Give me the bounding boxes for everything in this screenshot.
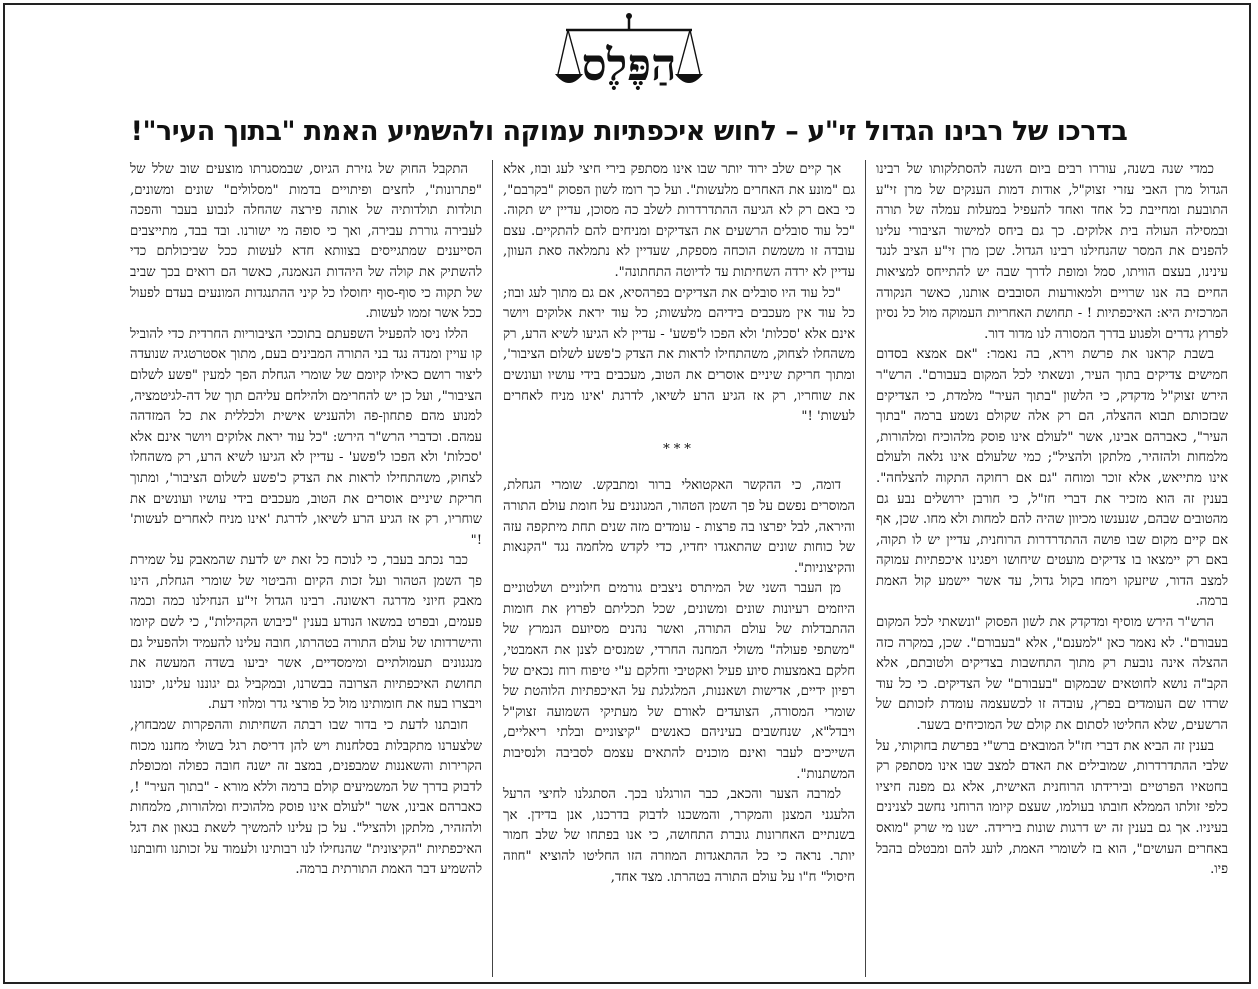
paragraph: הללו ניסו להפעיל השפעתם בתוככי הציבוריות החרדית כדי להוביל קו עויין ומנדה נגד בני התורה המבינים בעם, מתוך אסטרטגיה שנועדה ליצור רושם כאילו קיומם של שומרי הגחלת הפך למעין "פשע לשלום הציבור", ועל כן יש להחרימם ולהילחם עליהם תוך של דה-לגיטמציה, למנוע מהם פתחון-פה ולהעניש אישית ולכללית את כל המזדהה עמהם. וכדברי הרש"ר הירש: "כל עוד יראת אלוקים ויושר אינם אלא 'סכלות' ולא הפכו ל'פשע' - עדיין לא הגיעו לשיא הרע, רק משהחלו לצחוק, משהתחילו לראות את הצדק כ'פשע לשלום הציבור', ומתוך חריקת שיניים אוסרים את הטוב, מעכבים בידי עושיו ועונשים את שוחריו, רק אז הגיע הרע לשיאו, לדרגת 'אינו מניח לאחרים לעשות' !" — [130, 326, 482, 548]
column-2 — [493, 160, 865, 977]
paragraph: כבר נכתב בעבר, כי לנוכח כל זאת יש לדעת שהמאבק על שמירת פך השמן הטהור ועל זכות הקיום והביטוי של שומרי הגחלת, הינו מאבק חיוני מדרגה ראשונה. רבינו הגדול זי"ע הנחילנו כמה וכמה פעמים, ובפרט במשאו הנודע בענין "כיבוש הקהילות", כי לשם קיומו והישרדותו של עולם התורה בטהרתו, חובה עלינו להעמיד ולהפעיל גם מנגנונים תעמולתיים ומימסדיים, אשר יביעו בשדה המעשה את תחושת האיכפתיות הצרובה בבשרנו, ובמקביל גם יגוננו עלינו, יכוננו ויבצרו בעוז את חומותינו מול כל פורצי גדר ומלוזי דעת. — [130, 553, 482, 713]
scales-icon — [554, 8, 704, 103]
article-columns — [20, 160, 1238, 977]
paragraph: הרש"ר הירש מוסיף ומדקדק את לשון הפסוק "ונשאתי לכל המקום בעבורם". לא נאמר כאן "למענם", אלא "בעבורם". שכן, במקרה כזה ההצלה אינה נובעת רק מתוך התחשבות בצדיקים ולטובתם, אלא הקב"ה נושא לחוטאים שבמקום "בעבורם" של הצדיקים. כי כל עוד שרדו שם העומדים בפרץ, עובדה זו לכשעצמה עומדת לזכותם של הרשעים, שלא החליטו לסתום את קולם של המוכיחים בשער. — [876, 615, 1228, 734]
paragraph: למרבה הצער והכאב, כבר הורגלנו בכך. הסתגלנו לחיצי הרעל הלעגני המצנן והמקרר, והמשכנו לדבוק בדרכנו, אנן בדידן. אך בשנתיים האחרונות גוברת התחושה, כי אנו בפתחו של שלב חמור יותר. נראה כי כל ההתאגדות המוזרה הזו החליטו להוציא "חוזה חיסול" ח"ו על עולם התורה בטהרתו. מצד אחד, — [503, 787, 855, 885]
paragraph: כמדי שנה בשנה, עוררו רבים ביום השנה להסתלקותו של רבינו הגדול מרן האבי עזרי זצוק"ל, אודות דמות הענקים של מרן זי"ע התובעת ומחייבת כל אחד ואחד להעפיל במעלות עמלה של תורה ובמסילה העולה בית אלוקים. כך גם ביחס למישור הציבורי עלינו להפנים את המסר שהנחילנו רבינו הגדול. שכן מרן זי"ע הציב לנגד עינינו, בעצם הוויתו, סמל ומופת לדרך שבה יש להתייחס למציאות החיים בה אנו שרויים ולמאורעות הסובבים אותנו, כאשר הנקודה המרכזית היא: האיכפתיות ! - תחושת האחריות העמוקה מול כל נסיון לפרוץ גדרים ולפגוע בדרך המסורה לנו מדור דור. — [876, 162, 1228, 342]
column-1 — [866, 160, 1238, 977]
paragraph: חובתנו לדעת כי בדור שבו רבתה השחיתות וההפקרות שמבחוץ, שלצערנו מתקבלות בסלחנות ויש להן דריסת רגל בשולי מחננו מכוח הקרירות והשאננות שמבפנים, במצב זה ישנה חובה כפולה ומכופלת לדבוק בדרך של המשמיעים קולם ברמה וללא מורא - "בתוך העיר" !, כאברהם אבינו, אשר "לעולם אינו פוסק מלהוכיח ומלהורות, מלמחות ולהזהיר, מלתקן ולהציל". על כן עלינו להמשיך לשאת בגאון את דגל האיכפתיות "הקיצונית" שהנחילו לנו רבותינו ולעמוד על זכותנו וחובתנו להשמיע דבר האמת התורתית ברמה. — [130, 718, 482, 878]
paragraph: התקבל החוק של גזירת הגיוס, שבמסגרתו מוצעים שוב שלל של "פתרונות", לחצים ופיתויים בדמות "מסלולים" שונים ומשונים, תולדות תולדותיה של אותה פירצה שהחלה לנבוע בעבר והפכה לעבירה גוררת עבירה, ואך כי סופה מי ישורנו. ובד בבד, מתייצבים הסייענים שמתגייסים בצוותא חדא לעשות ככל שביכולתם כדי להשתיק את קולה של היהדות הנאמנה, כאשר הם רואים בכך שביב של תקוה כי סוף-סוף יחוסלו כל קיני ההתנגדות המונעים בעדם לפעול ככל אשר זממו לעשות. — [130, 162, 482, 322]
column-3 — [120, 160, 492, 977]
paragraph: מן העבר השני של המיתרס ניצבים גורמים חילוניים ושלטוניים היוזמים רעיונות שונים ומשונים, שכל תכליתם לפרוץ את חומות ההתבדלות של עולם התורה, ואשר נהנים מסיועם הנמרץ של "משתפי פעולה" משולי המחנה החרדי, שמנסים לצנן את האמבטי, חלקם באמצעות סיוע פעיל ואקטיבי וחלקם ע"י טיפוח רוח נכאים של רפיון ידיים, אדישות ושאננות, המלגלגת על האיכפתיות הלוהטת של שומרי המסורה, הצועדים לאורם של מעתיקי השמועה זצוק"ל ויבדל"א, שנחשבים בעיניהם כאנשים "קיצוניים ובלתי ריאליים, השייכים לעבר ואינם מוכנים להתאים עצמם לסביבה ולנסיבות המשתנות". — [503, 581, 855, 782]
headline: בדרכו של רבינו הגדול זי"ע – לחוש איכפתיות עמוקה ולהשמיע האמת "בתוך העיר"! — [130, 116, 1128, 147]
masthead — [0, 8, 1258, 108]
section-separator: *** — [663, 441, 695, 457]
column-divider — [865, 160, 866, 977]
masthead-title: הַפֶּלֶס — [581, 40, 677, 91]
paragraph: "כל עוד היו סובלים את הצדיקים בפרהסיא, אם גם מתוך לעג ובוז; כל עוד אין מעכבים בידיהם מלעשות; כל עוד יראת אלוקים ויושר אינם אלא 'סכלות' ולא הפכו ל'פשע' - עדיין לא הגיעו לשיא הרע, רק משהחלו לצחוק, משהתחילו לראות את הצדק כ'פשע לשלום הציבור', ומתוך חריקת שיניים אוסרים את הטוב, מעכבים בידי עושיו ועונשים את שוחריו, רק אז הגיע הרע לשיאו, לדרגת 'אינו מניח לאחרים לעשות' !" — [503, 285, 855, 425]
paragraph: בשבת קראנו את פרשת וירא, בה נאמר: "אם אמצא בסדום חמישים צדיקים בתוך העיר, ונשאתי לכל המקום בעבורם". הרש"ר הירש זצוק"ל מדקדק, כי הלשון "בתוך העיר" מלמדת, כי הצדיקים שבזכותם תבוא ההצלה, הם רק אלה שקולם נשמע ברמה "בתוך העיר", כאברהם אבינו, אשר "לעולם אינו פוסק מלהוכיח ומלהורות, מלמחות ולהזהיר, מלתקן ולהציל"; כמי שלעולם אינו נלאה ולעולם אינו מתייאש, אלא זוכר ומוחה "גם אם רחוקה התקוה להצלחה". בענין זה הוא מזכיר את דברי חז"ל, כי חורבן ירושלים נבע גם מהטובים שבהם, שנענשו מכיוון שהיה להם למחות ולא מחו. שכן, אף אם קיים מקום שבו פושה ההתדרדרות הרוחנית, עדיין יש לו תקוה, באם רק יימצאו בו צדיקים מועטים שיחושו ויפגינו איכפתיות עמוקה למצב הדור, שיזעקו וימחו בקול גדול, עד אשר יישמע קול האמת ברמה. — [876, 347, 1228, 610]
paragraph: דומה, כי ההקשר האקטואלי ברור ומתבקש. שומרי הגחלת, המוסרים נפשם על פך השמן הטהור, המגוננים על חומת עולם התורה והיראה, לבל יפרצו בה פרצות - עומדים מזה שנים תחת מיתקפה עזה של כוחות שונים שהתאגדו יחדיו, כדי לקדש מלחמה נגד "הקנאות והקיצוניות". — [503, 478, 855, 576]
paragraph: אך קיים שלב ירוד יותר שבו אינו מסתפק בירי חיצי לעג ובוז, אלא גם "מונע את האחרים מלעשות". ועל כך רומז לשון הפסוק "בקרבם", כי באם רק לא הגיעה ההתדרדרות לשלב כה מסוכן, עדיין יש תקוה. "כל עוד סובלים הרשעים את הצדיקים ומניחים להם להתקיים. עצם עובדה זו משמשת הוכחה מספקת, שעדיין לא נתמלאה סאת העוון, עדיין לא ירדה השחיתות עד לדיוטה התחתונה". — [503, 162, 855, 280]
column-divider — [492, 160, 493, 977]
paragraph: בענין זה הביא את דברי חז"ל המובאים ברש"י בפרשת בחוקותי, על שלבי ההתדרדרות, שמובילים את האדם למצב שבו אינו מסתפק רק בחטאיו הפרטיים ובירידתו הרוחנית האישית, אלא גם מפנה חיציו כלפי זולתו הממלא חובתו בעולמו, שעצם קיומו הרוחני נחשב לצנינים בעיניו. אך גם בענין זה יש דרגות שונות בירידה. ישנו מי שרק "מואס באחרים העושים", הוא בז לשומרי האמת, לועג להם ומבטלם בהבל פיו. — [876, 738, 1228, 878]
